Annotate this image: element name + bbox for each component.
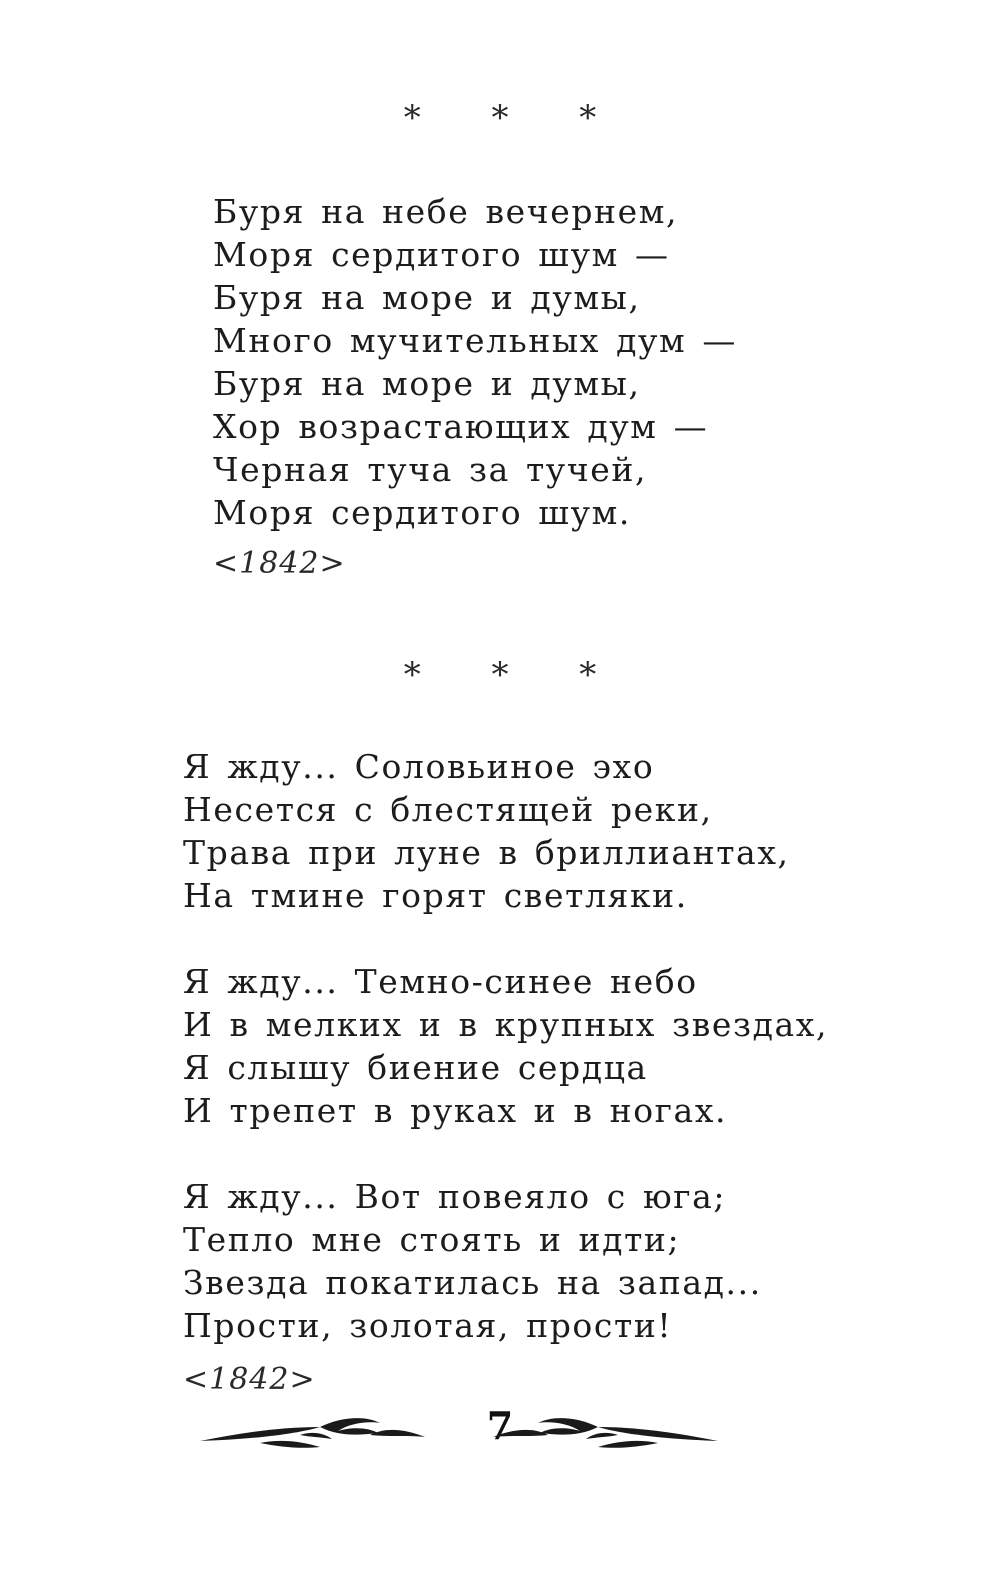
- poem1-line: Черная туча за тучей,: [213, 450, 648, 489]
- poem2-line: Звезда покатилась на запад...: [183, 1263, 762, 1302]
- poem2-line: Тепло мне стоять и идти;: [183, 1220, 681, 1259]
- page-number: 7: [486, 1403, 514, 1448]
- poem2-line: Прости, золотая, прости!: [183, 1306, 673, 1345]
- poem1-date: <1842>: [213, 546, 346, 581]
- poem2: [183, 745, 828, 1347]
- poem2-line: И трепет в руках и в ногах.: [183, 1091, 728, 1130]
- poem2-date: <1842>: [183, 1362, 316, 1397]
- poem2-line: Я жду... Вот повеяло с юга;: [183, 1177, 727, 1216]
- poem2-line: И в мелких и в крупных звездах,: [183, 1005, 829, 1044]
- flourish-right-ornament-icon: [488, 1413, 718, 1453]
- poem2-stanza: [183, 960, 828, 1132]
- poem1-line: Хор возрастающих дум —: [213, 407, 709, 446]
- poem2-stanza: [183, 745, 828, 917]
- poem2-line: Трава при луне в бриллиантах,: [183, 833, 790, 872]
- poem1: [213, 190, 737, 534]
- poem2-stanza: [183, 1175, 828, 1347]
- poem1-line: Моря сердитого шум —: [213, 235, 670, 274]
- poem1-separator: * * *: [403, 98, 627, 138]
- poem2-line: На тмине горят светляки.: [183, 876, 688, 915]
- poem1-line: Буря на небе вечернем,: [213, 192, 679, 231]
- poem2-line: Несется с блестящей реки,: [183, 790, 713, 829]
- stanza-gap: [183, 917, 828, 960]
- poem2-line: Я жду... Темно-синее небо: [183, 962, 698, 1001]
- poem2-separator: * * *: [403, 655, 627, 695]
- poem1-line: Буря на море и думы,: [213, 364, 641, 403]
- stanza-gap: [183, 1132, 828, 1175]
- poem2-line: Я жду... Соловьиное эхо: [183, 747, 655, 786]
- poem1-line: Моря сердитого шум.: [213, 493, 631, 532]
- poem2-line: Я слышу биение сердца: [183, 1048, 648, 1087]
- poem1-line: Много мучительных дум —: [213, 321, 737, 360]
- poem1-line: Буря на море и думы,: [213, 278, 641, 317]
